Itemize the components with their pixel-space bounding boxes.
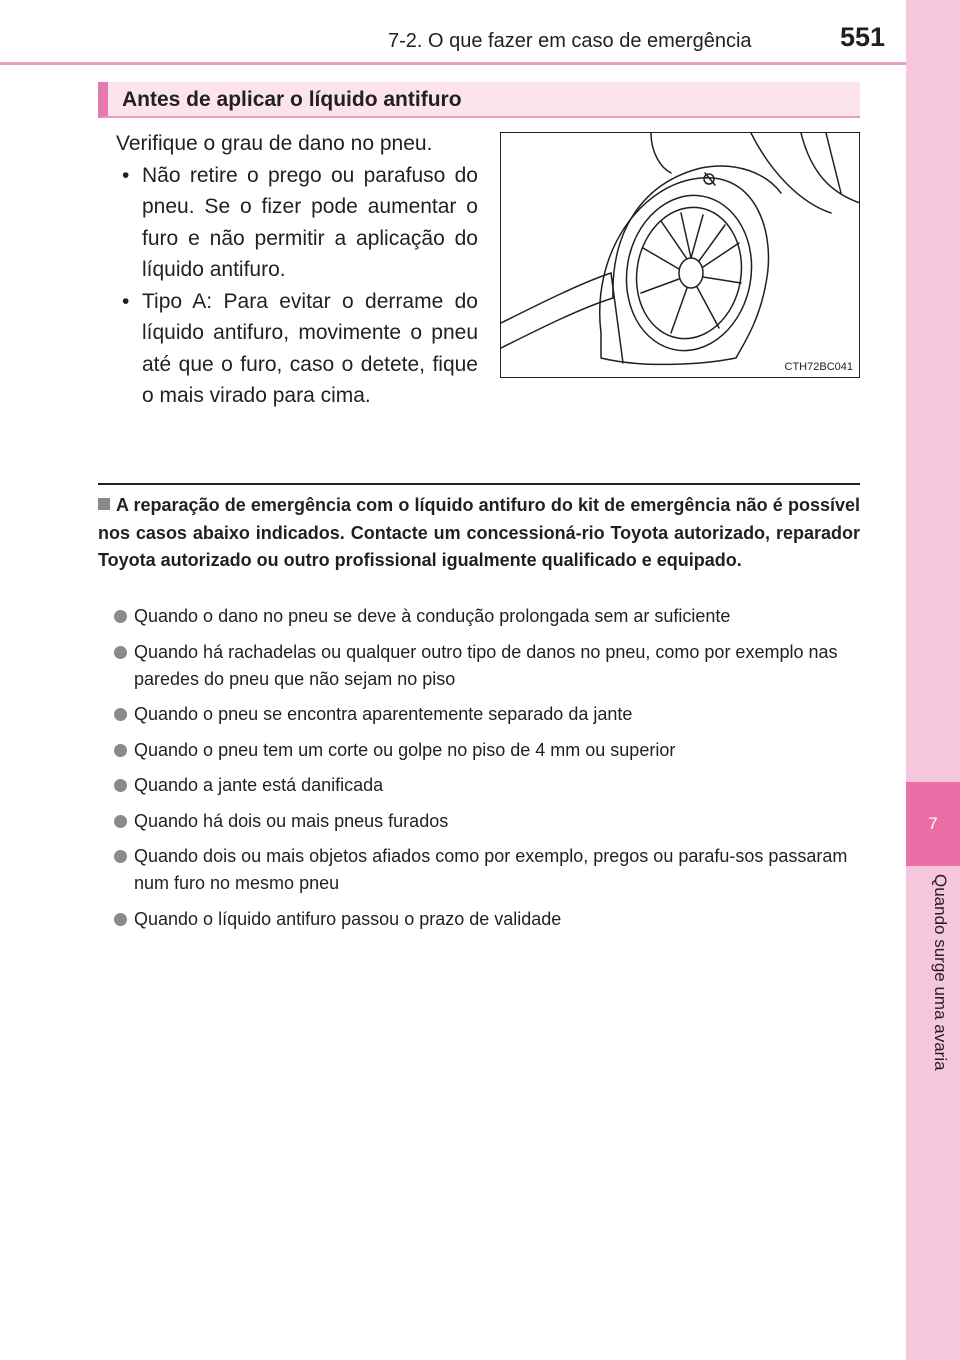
flat-tire-drawing	[501, 133, 860, 378]
header-rule	[0, 62, 906, 65]
page-number: 551	[840, 22, 886, 52]
list-item: Quando há rachadelas ou qualquer outro tipo de danos no pneu, como por exemplo nas paredes do pneu que não sejam no piso	[114, 639, 860, 693]
note-list	[114, 603, 860, 941]
chapter-side-tab	[906, 0, 960, 1360]
chapter-number: 7	[906, 782, 960, 866]
section-divider	[98, 483, 860, 485]
list-item: Quando o dano no pneu se deve à condução prolongada sem ar suficiente	[114, 603, 860, 630]
intro-text	[116, 128, 478, 412]
intro-line: Verifique o grau de dano no pneu.	[116, 132, 433, 155]
intro-bullets	[116, 160, 478, 412]
list-item: Quando o pneu tem um corte ou golpe no piso de 4 mm ou superior	[114, 737, 860, 764]
list-item: Quando o pneu se encontra aparentemente separado da jante	[114, 701, 860, 728]
intro-bullet: • Tipo A: Para evitar o derrame do líquido antifuro, movimente o pneu até que o furo, caso o detete, fique o mais virado para cima.	[116, 286, 478, 412]
section-heading	[98, 82, 860, 118]
list-item: Quando o líquido antifuro passou o prazo de validade	[114, 906, 860, 933]
list-item: Quando há dois ou mais pneus furados	[114, 808, 860, 835]
section-heading-text: Antes de aplicar o líquido antifuro	[122, 88, 462, 111]
running-header: 7-2. O que fazer em caso de emergência	[388, 30, 752, 52]
note-title-text: A reparação de emergência com o líquido antifuro do kit de emergência não é possível nos casos abaixo indicados. Contacte um concessioná-rio Toyota autorizado, reparador Toyota autorizado ou outro profissional igualmente qualificado e equipado.	[98, 495, 860, 570]
intro-bullet: • Não retire o prego ou parafuso do pneu. Se o fizer pode aumentar o furo e não permitir a aplicação do líquido antifuro.	[116, 160, 478, 286]
figure-code: CTH72BC041	[784, 361, 853, 373]
square-bullet-icon	[98, 498, 110, 510]
chapter-label: Quando surge uma avaria	[931, 874, 950, 1071]
list-item: Quando a jante está danificada	[114, 772, 860, 799]
tire-illustration	[500, 132, 860, 378]
note-title	[98, 492, 860, 575]
list-item: Quando dois ou mais objetos afiados como por exemplo, pregos ou parafu-sos passaram num furo no mesmo pneu	[114, 843, 860, 897]
